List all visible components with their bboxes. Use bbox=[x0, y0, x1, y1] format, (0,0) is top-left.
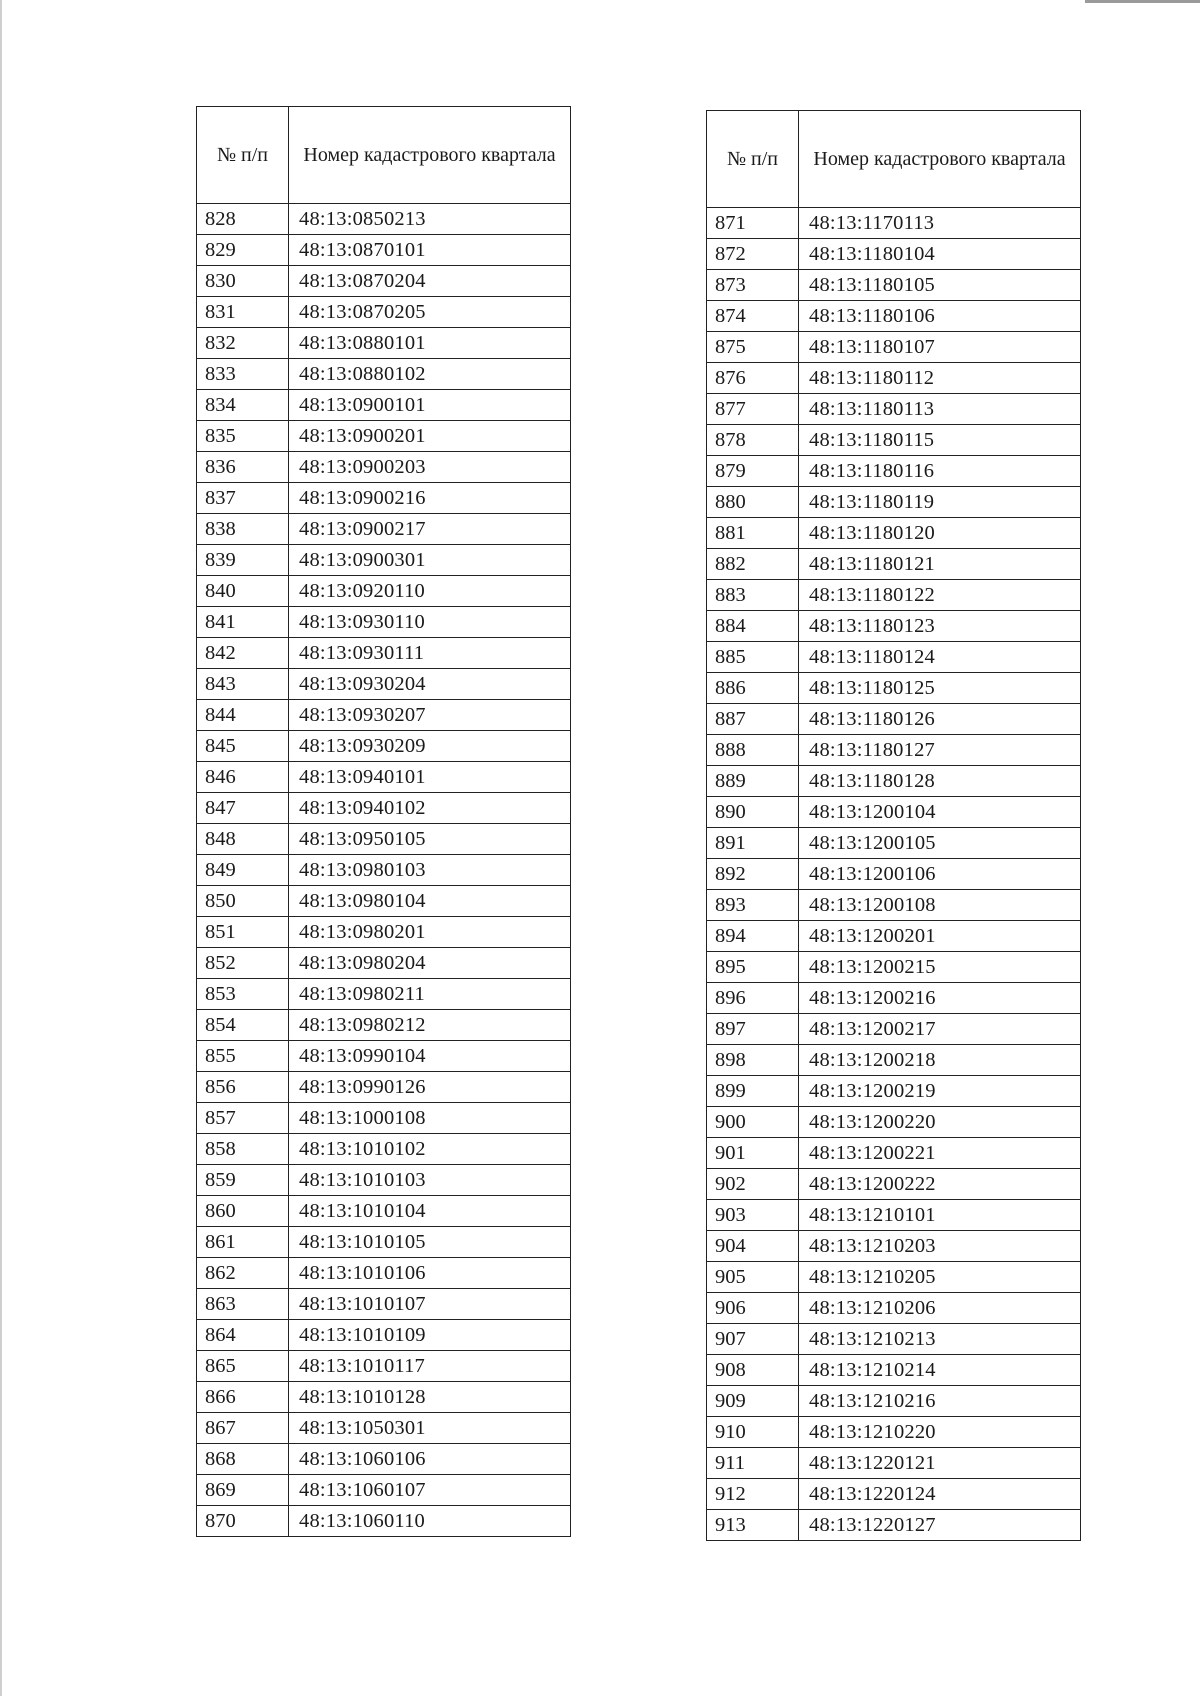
row-number: 871 bbox=[707, 208, 799, 239]
table-row bbox=[197, 514, 571, 545]
row-number: 844 bbox=[197, 700, 289, 731]
table-row bbox=[707, 270, 1081, 301]
table-row bbox=[197, 979, 571, 1010]
cadastral-quarter-number: 48:13:1200104 bbox=[799, 797, 1081, 828]
table-row bbox=[197, 1382, 571, 1413]
row-number: 841 bbox=[197, 607, 289, 638]
cadastral-quarter-number: 48:13:0880101 bbox=[289, 328, 571, 359]
row-number: 890 bbox=[707, 797, 799, 828]
cadastral-quarter-number: 48:13:1210220 bbox=[799, 1417, 1081, 1448]
table-row bbox=[197, 359, 571, 390]
row-number: 885 bbox=[707, 642, 799, 673]
row-number: 839 bbox=[197, 545, 289, 576]
row-number: 831 bbox=[197, 297, 289, 328]
table-row bbox=[197, 1041, 571, 1072]
cadastral-quarter-number: 48:13:0990126 bbox=[289, 1072, 571, 1103]
row-number: 913 bbox=[707, 1510, 799, 1541]
table-row bbox=[197, 638, 571, 669]
right-table-container bbox=[706, 110, 1081, 1541]
table-row bbox=[197, 731, 571, 762]
row-number: 898 bbox=[707, 1045, 799, 1076]
table-row bbox=[707, 1386, 1081, 1417]
row-number: 909 bbox=[707, 1386, 799, 1417]
table-row bbox=[197, 669, 571, 700]
cadastral-quarter-number: 48:13:1180127 bbox=[799, 735, 1081, 766]
table-row bbox=[707, 983, 1081, 1014]
table-row bbox=[707, 301, 1081, 332]
cadastral-quarter-number: 48:13:1200105 bbox=[799, 828, 1081, 859]
cadastral-quarter-number: 48:13:0900301 bbox=[289, 545, 571, 576]
table-row bbox=[197, 1072, 571, 1103]
table-row bbox=[197, 421, 571, 452]
row-number: 911 bbox=[707, 1448, 799, 1479]
row-number: 860 bbox=[197, 1196, 289, 1227]
row-number: 873 bbox=[707, 270, 799, 301]
left-table-container bbox=[196, 106, 571, 1537]
cadastral-quarter-number: 48:13:0930111 bbox=[289, 638, 571, 669]
table-row bbox=[197, 762, 571, 793]
table-row bbox=[197, 328, 571, 359]
table-row bbox=[197, 545, 571, 576]
row-number: 849 bbox=[197, 855, 289, 886]
cadastral-quarter-number: 48:13:1050301 bbox=[289, 1413, 571, 1444]
row-number: 889 bbox=[707, 766, 799, 797]
scan-top-mark bbox=[1085, 0, 1200, 3]
cadastral-quarter-number: 48:13:1180116 bbox=[799, 456, 1081, 487]
cadastral-quarter-number: 48:13:0930110 bbox=[289, 607, 571, 638]
table-row bbox=[197, 266, 571, 297]
row-number: 904 bbox=[707, 1231, 799, 1262]
row-number: 894 bbox=[707, 921, 799, 952]
table-row bbox=[197, 855, 571, 886]
cadastral-quarter-number: 48:13:1180126 bbox=[799, 704, 1081, 735]
row-number: 830 bbox=[197, 266, 289, 297]
cadastral-quarter-number: 48:13:1200215 bbox=[799, 952, 1081, 983]
cadastral-quarter-number: 48:13:1010105 bbox=[289, 1227, 571, 1258]
cadastral-quarter-number: 48:13:1180112 bbox=[799, 363, 1081, 394]
row-number: 836 bbox=[197, 452, 289, 483]
cadastral-quarter-number: 48:13:1200222 bbox=[799, 1169, 1081, 1200]
table-row bbox=[197, 1351, 571, 1382]
row-number: 858 bbox=[197, 1134, 289, 1165]
table-row bbox=[197, 886, 571, 917]
right-table-body bbox=[707, 208, 1081, 1541]
cadastral-quarter-number: 48:13:0870204 bbox=[289, 266, 571, 297]
row-number: 912 bbox=[707, 1479, 799, 1510]
table-row bbox=[197, 1227, 571, 1258]
row-number: 903 bbox=[707, 1200, 799, 1231]
table-row bbox=[707, 1262, 1081, 1293]
table-row bbox=[707, 487, 1081, 518]
row-number: 861 bbox=[197, 1227, 289, 1258]
row-number: 850 bbox=[197, 886, 289, 917]
row-number: 872 bbox=[707, 239, 799, 270]
table-row bbox=[707, 1045, 1081, 1076]
table-row bbox=[707, 456, 1081, 487]
cadastral-quarter-number: 48:13:1200221 bbox=[799, 1138, 1081, 1169]
table-row bbox=[707, 239, 1081, 270]
table-row bbox=[707, 1479, 1081, 1510]
table-row bbox=[707, 921, 1081, 952]
row-number: 879 bbox=[707, 456, 799, 487]
table-row bbox=[197, 1289, 571, 1320]
row-number: 829 bbox=[197, 235, 289, 266]
cadastral-quarter-number: 48:13:1010128 bbox=[289, 1382, 571, 1413]
table-row bbox=[707, 735, 1081, 766]
table-row bbox=[707, 766, 1081, 797]
row-number: 878 bbox=[707, 425, 799, 456]
cadastral-table-left bbox=[196, 106, 571, 1537]
row-number: 875 bbox=[707, 332, 799, 363]
row-number: 867 bbox=[197, 1413, 289, 1444]
table-row bbox=[707, 518, 1081, 549]
row-number: 853 bbox=[197, 979, 289, 1010]
table-row bbox=[197, 1258, 571, 1289]
table-row bbox=[707, 332, 1081, 363]
row-number: 891 bbox=[707, 828, 799, 859]
row-number: 833 bbox=[197, 359, 289, 390]
table-row bbox=[707, 1200, 1081, 1231]
cadastral-quarter-number: 48:13:0850213 bbox=[289, 204, 571, 235]
row-number: 852 bbox=[197, 948, 289, 979]
table-row bbox=[197, 948, 571, 979]
table-row bbox=[707, 1076, 1081, 1107]
left-table-body bbox=[197, 204, 571, 1537]
table-row bbox=[197, 700, 571, 731]
table-row bbox=[707, 1355, 1081, 1386]
table-row bbox=[707, 611, 1081, 642]
table-row bbox=[197, 1165, 571, 1196]
row-number: 843 bbox=[197, 669, 289, 700]
table-row bbox=[197, 483, 571, 514]
table-row bbox=[707, 1324, 1081, 1355]
row-number: 881 bbox=[707, 518, 799, 549]
table-row bbox=[197, 917, 571, 948]
header-number: № п/п bbox=[707, 111, 799, 208]
row-number: 906 bbox=[707, 1293, 799, 1324]
cadastral-quarter-number: 48:13:1200220 bbox=[799, 1107, 1081, 1138]
cadastral-quarter-number: 48:13:1210206 bbox=[799, 1293, 1081, 1324]
table-row bbox=[707, 208, 1081, 239]
row-number: 840 bbox=[197, 576, 289, 607]
cadastral-quarter-number: 48:13:1010107 bbox=[289, 1289, 571, 1320]
cadastral-quarter-number: 48:13:1180123 bbox=[799, 611, 1081, 642]
table-row bbox=[707, 828, 1081, 859]
cadastral-quarter-number: 48:13:1010106 bbox=[289, 1258, 571, 1289]
table-row bbox=[707, 1231, 1081, 1262]
table-row bbox=[707, 1138, 1081, 1169]
row-number: 902 bbox=[707, 1169, 799, 1200]
cadastral-quarter-number: 48:13:1180122 bbox=[799, 580, 1081, 611]
row-number: 865 bbox=[197, 1351, 289, 1382]
row-number: 888 bbox=[707, 735, 799, 766]
cadastral-quarter-number: 48:13:1180119 bbox=[799, 487, 1081, 518]
table-row bbox=[707, 859, 1081, 890]
cadastral-quarter-number: 48:13:1180105 bbox=[799, 270, 1081, 301]
table-row bbox=[707, 363, 1081, 394]
row-number: 882 bbox=[707, 549, 799, 580]
cadastral-quarter-number: 48:13:1010103 bbox=[289, 1165, 571, 1196]
row-number: 862 bbox=[197, 1258, 289, 1289]
cadastral-quarter-number: 48:13:0980211 bbox=[289, 979, 571, 1010]
cadastral-quarter-number: 48:13:1210101 bbox=[799, 1200, 1081, 1231]
cadastral-quarter-number: 48:13:0980212 bbox=[289, 1010, 571, 1041]
cadastral-quarter-number: 48:13:0930209 bbox=[289, 731, 571, 762]
cadastral-quarter-number: 48:13:1200108 bbox=[799, 890, 1081, 921]
row-number: 897 bbox=[707, 1014, 799, 1045]
row-number: 896 bbox=[707, 983, 799, 1014]
cadastral-quarter-number: 48:13:0980201 bbox=[289, 917, 571, 948]
table-row bbox=[197, 204, 571, 235]
table-header-row bbox=[707, 111, 1081, 208]
row-number: 856 bbox=[197, 1072, 289, 1103]
table-row bbox=[197, 452, 571, 483]
cadastral-quarter-number: 48:13:0900217 bbox=[289, 514, 571, 545]
row-number: 842 bbox=[197, 638, 289, 669]
cadastral-quarter-number: 48:13:1210203 bbox=[799, 1231, 1081, 1262]
cadastral-quarter-number: 48:13:1180106 bbox=[799, 301, 1081, 332]
table-row bbox=[197, 235, 571, 266]
cadastral-quarter-number: 48:13:1010109 bbox=[289, 1320, 571, 1351]
cadastral-quarter-number: 48:13:1210216 bbox=[799, 1386, 1081, 1417]
table-row bbox=[197, 1196, 571, 1227]
row-number: 832 bbox=[197, 328, 289, 359]
row-number: 874 bbox=[707, 301, 799, 332]
row-number: 907 bbox=[707, 1324, 799, 1355]
row-number: 884 bbox=[707, 611, 799, 642]
table-row bbox=[197, 390, 571, 421]
table-row bbox=[197, 297, 571, 328]
row-number: 899 bbox=[707, 1076, 799, 1107]
cadastral-quarter-number: 48:13:1180124 bbox=[799, 642, 1081, 673]
cadastral-quarter-number: 48:13:1180115 bbox=[799, 425, 1081, 456]
row-number: 905 bbox=[707, 1262, 799, 1293]
cadastral-quarter-number: 48:13:1180113 bbox=[799, 394, 1081, 425]
row-number: 845 bbox=[197, 731, 289, 762]
table-row bbox=[197, 1134, 571, 1165]
cadastral-quarter-number: 48:13:1010102 bbox=[289, 1134, 571, 1165]
cadastral-quarter-number: 48:13:1180107 bbox=[799, 332, 1081, 363]
row-number: 864 bbox=[197, 1320, 289, 1351]
cadastral-quarter-number: 48:13:1000108 bbox=[289, 1103, 571, 1134]
cadastral-quarter-number: 48:13:0940102 bbox=[289, 793, 571, 824]
cadastral-quarter-number: 48:13:0980103 bbox=[289, 855, 571, 886]
row-number: 837 bbox=[197, 483, 289, 514]
row-number: 869 bbox=[197, 1475, 289, 1506]
row-number: 887 bbox=[707, 704, 799, 735]
cadastral-quarter-number: 48:13:0900101 bbox=[289, 390, 571, 421]
row-number: 847 bbox=[197, 793, 289, 824]
table-row bbox=[707, 1448, 1081, 1479]
table-row bbox=[197, 1475, 571, 1506]
cadastral-table-right bbox=[706, 110, 1081, 1541]
row-number: 866 bbox=[197, 1382, 289, 1413]
row-number: 848 bbox=[197, 824, 289, 855]
table-row bbox=[707, 1169, 1081, 1200]
cadastral-quarter-number: 48:13:0980204 bbox=[289, 948, 571, 979]
row-number: 870 bbox=[197, 1506, 289, 1537]
table-row bbox=[707, 394, 1081, 425]
cadastral-quarter-number: 48:13:1010104 bbox=[289, 1196, 571, 1227]
row-number: 854 bbox=[197, 1010, 289, 1041]
cadastral-quarter-number: 48:13:1060106 bbox=[289, 1444, 571, 1475]
cadastral-quarter-number: 48:13:0950105 bbox=[289, 824, 571, 855]
cadastral-quarter-number: 48:13:1220124 bbox=[799, 1479, 1081, 1510]
cadastral-quarter-number: 48:13:0880102 bbox=[289, 359, 571, 390]
cadastral-quarter-number: 48:13:1180128 bbox=[799, 766, 1081, 797]
cadastral-quarter-number: 48:13:1220127 bbox=[799, 1510, 1081, 1541]
cadastral-quarter-number: 48:13:1180120 bbox=[799, 518, 1081, 549]
table-row bbox=[707, 673, 1081, 704]
cadastral-quarter-number: 48:13:0900201 bbox=[289, 421, 571, 452]
scan-left-edge bbox=[0, 0, 2, 1696]
cadastral-quarter-number: 48:13:0940101 bbox=[289, 762, 571, 793]
table-row bbox=[707, 1107, 1081, 1138]
cadastral-quarter-number: 48:13:1200216 bbox=[799, 983, 1081, 1014]
table-row bbox=[707, 952, 1081, 983]
cadastral-quarter-number: 48:13:1200217 bbox=[799, 1014, 1081, 1045]
cadastral-quarter-number: 48:13:1200106 bbox=[799, 859, 1081, 890]
table-row bbox=[197, 607, 571, 638]
cadastral-quarter-number: 48:13:1210214 bbox=[799, 1355, 1081, 1386]
header-number: № п/п bbox=[197, 107, 289, 204]
row-number: 877 bbox=[707, 394, 799, 425]
cadastral-quarter-number: 48:13:0870205 bbox=[289, 297, 571, 328]
row-number: 900 bbox=[707, 1107, 799, 1138]
header-cadastral-quarter: Номер кадастрового квартала bbox=[289, 107, 571, 204]
row-number: 828 bbox=[197, 204, 289, 235]
table-row bbox=[197, 1413, 571, 1444]
table-row bbox=[707, 797, 1081, 828]
cadastral-quarter-number: 48:13:1170113 bbox=[799, 208, 1081, 239]
row-number: 835 bbox=[197, 421, 289, 452]
table-row bbox=[707, 642, 1081, 673]
table-row bbox=[197, 793, 571, 824]
cadastral-quarter-number: 48:13:0900203 bbox=[289, 452, 571, 483]
row-number: 880 bbox=[707, 487, 799, 518]
cadastral-quarter-number: 48:13:1180121 bbox=[799, 549, 1081, 580]
table-row bbox=[197, 824, 571, 855]
cadastral-quarter-number: 48:13:1200219 bbox=[799, 1076, 1081, 1107]
table-row bbox=[707, 890, 1081, 921]
cadastral-quarter-number: 48:13:1180125 bbox=[799, 673, 1081, 704]
cadastral-quarter-number: 48:13:1060110 bbox=[289, 1506, 571, 1537]
cadastral-quarter-number: 48:13:0990104 bbox=[289, 1041, 571, 1072]
cadastral-quarter-number: 48:13:0930207 bbox=[289, 700, 571, 731]
cadastral-quarter-number: 48:13:1060107 bbox=[289, 1475, 571, 1506]
cadastral-quarter-number: 48:13:1200201 bbox=[799, 921, 1081, 952]
table-row bbox=[707, 1293, 1081, 1324]
table-row bbox=[707, 425, 1081, 456]
table-row bbox=[197, 1444, 571, 1475]
table-row bbox=[197, 1320, 571, 1351]
row-number: 868 bbox=[197, 1444, 289, 1475]
cadastral-quarter-number: 48:13:1200218 bbox=[799, 1045, 1081, 1076]
row-number: 834 bbox=[197, 390, 289, 421]
cadastral-quarter-number: 48:13:0930204 bbox=[289, 669, 571, 700]
cadastral-quarter-number: 48:13:1180104 bbox=[799, 239, 1081, 270]
table-row bbox=[197, 1506, 571, 1537]
table-row bbox=[707, 1417, 1081, 1448]
table-row bbox=[707, 704, 1081, 735]
row-number: 851 bbox=[197, 917, 289, 948]
row-number: 859 bbox=[197, 1165, 289, 1196]
table-row bbox=[707, 580, 1081, 611]
row-number: 901 bbox=[707, 1138, 799, 1169]
header-cadastral-quarter: Номер кадастрового квартала bbox=[799, 111, 1081, 208]
row-number: 863 bbox=[197, 1289, 289, 1320]
cadastral-quarter-number: 48:13:1010117 bbox=[289, 1351, 571, 1382]
table-row bbox=[197, 1010, 571, 1041]
table-row bbox=[707, 1510, 1081, 1541]
table-row bbox=[197, 1103, 571, 1134]
row-number: 910 bbox=[707, 1417, 799, 1448]
row-number: 846 bbox=[197, 762, 289, 793]
row-number: 883 bbox=[707, 580, 799, 611]
row-number: 857 bbox=[197, 1103, 289, 1134]
row-number: 855 bbox=[197, 1041, 289, 1072]
row-number: 892 bbox=[707, 859, 799, 890]
table-row bbox=[707, 1014, 1081, 1045]
cadastral-quarter-number: 48:13:1210213 bbox=[799, 1324, 1081, 1355]
row-number: 838 bbox=[197, 514, 289, 545]
cadastral-quarter-number: 48:13:0920110 bbox=[289, 576, 571, 607]
cadastral-quarter-number: 48:13:1210205 bbox=[799, 1262, 1081, 1293]
row-number: 886 bbox=[707, 673, 799, 704]
row-number: 908 bbox=[707, 1355, 799, 1386]
table-header-row bbox=[197, 107, 571, 204]
cadastral-quarter-number: 48:13:0900216 bbox=[289, 483, 571, 514]
row-number: 876 bbox=[707, 363, 799, 394]
row-number: 893 bbox=[707, 890, 799, 921]
table-row bbox=[707, 549, 1081, 580]
row-number: 895 bbox=[707, 952, 799, 983]
cadastral-quarter-number: 48:13:1220121 bbox=[799, 1448, 1081, 1479]
table-row bbox=[197, 576, 571, 607]
cadastral-quarter-number: 48:13:0980104 bbox=[289, 886, 571, 917]
cadastral-quarter-number: 48:13:0870101 bbox=[289, 235, 571, 266]
